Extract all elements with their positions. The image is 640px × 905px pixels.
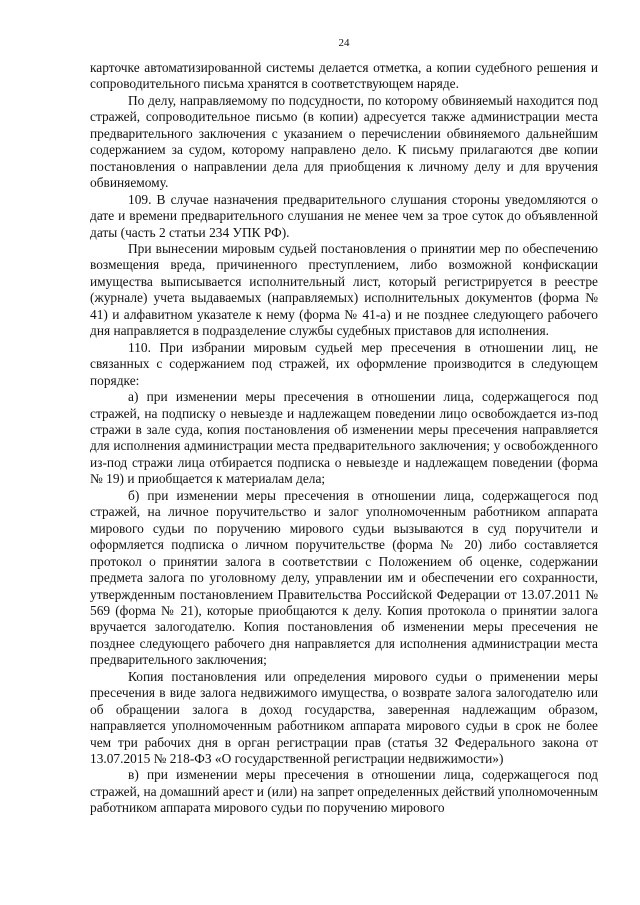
paragraph: а) при изменении меры пресечения в отношении лица, содержащегося под стражей, на подписку о невыезде и надлежащем поведении лицо освобождается из-под стражи в зале суда, копия постановления об изменении меры пресечения направляется для исполнения администрации места предварительного заключения; у освобожденного из-под стражи лица отбирается подписка о невыезде и надлежащем поведении (форма № 19) и приобщается к материалам дела; (90, 389, 598, 487)
document-body (90, 60, 598, 817)
paragraph: 110. При избрании мировым судьей мер пресечения в отношении лиц, не связанных с содержанием под стражей, их оформление производится в следующем порядке: (90, 339, 598, 388)
paragraph: 109. В случае назначения предварительного слушания стороны уведомляются о дате и времени предварительного слушания не менее чем за трое суток до объявленной даты (часть 2 статьи 234 УПК РФ). (90, 191, 598, 240)
paragraph: в) при изменении меры пресечения в отношении лица, содержащегося под стражей, на домашний арест и (или) на запрет определенных действий уполномоченным работником аппарата мирового судьи по поручению мирового (90, 767, 598, 816)
page-number: 24 (338, 37, 350, 49)
paragraph: б) при изменении меры пресечения в отношении лица, содержащегося под стражей, на личное поручительство и залог уполномоченным работником аппарата мирового судьи по поручению мирового судьи вызываются в суд поручители и оформляется подписка о личном поручительстве (форма № 20) либо составляется протокол о принятии залога в соответствии с Положением об оценке, содержании предмета залога по уголовному делу, управлении им и обеспечении его сохранности, утвержденным постановлением Правительства Российской Федерации от 13.07.2011 № 569 (форма № 21), которые приобщаются к делу. Копия протокола о принятии залога вручается залогодателю. Копия постановления об изменении меры пресечения не позднее следующего рабочего дня направляется для исполнения администрации места предварительного заключения; (90, 487, 598, 668)
paragraph: Копия постановления или определения мирового судьи о применении меры пресечения в виде залога недвижимого имущества, о возврате залога залогодателю или об обращении залога в доход государства, заверенная надлежащим образом, направляется уполномоченным работником аппарата мирового судьи в срок не более чем три рабочих дня в орган регистрации прав (статья 32 Федерального закона от 13.07.2015 № 218-ФЗ «О государственной регистрации недвижимости») (90, 668, 598, 767)
paragraph: При вынесении мировым судьей постановления о принятии мер по обеспечению возмещения вреда, причиненного преступлением, либо возможной конфискации имущества выписывается исполнительный лист, который регистрируется в реестре (журнале) учета выдаваемых (направляемых) исполнительных документов (форма № 41) и алфавитном указателе к нему (форма № 41-а) и не позднее следующего рабочего дня направляется в подразделение службы судебных приставов для исполнения. (90, 240, 598, 339)
paragraph: По делу, направляемому по подсудности, по которому обвиняемый находится под стражей, сопроводительное письмо (в копии) адресуется также администрации места предварительного заключения с указанием о перечислении обвиняемого дальнейшим содержанием за судом, которому направлено дело. К письму прилагаются две копии постановления о направлении дела для приобщения к личному делу и для вручения обвиняемому. (90, 92, 598, 191)
paragraph: карточке автоматизированной системы делается отметка, а копии судебного решения и сопроводительного письма хранятся в соответствующем наряде. (90, 60, 598, 92)
